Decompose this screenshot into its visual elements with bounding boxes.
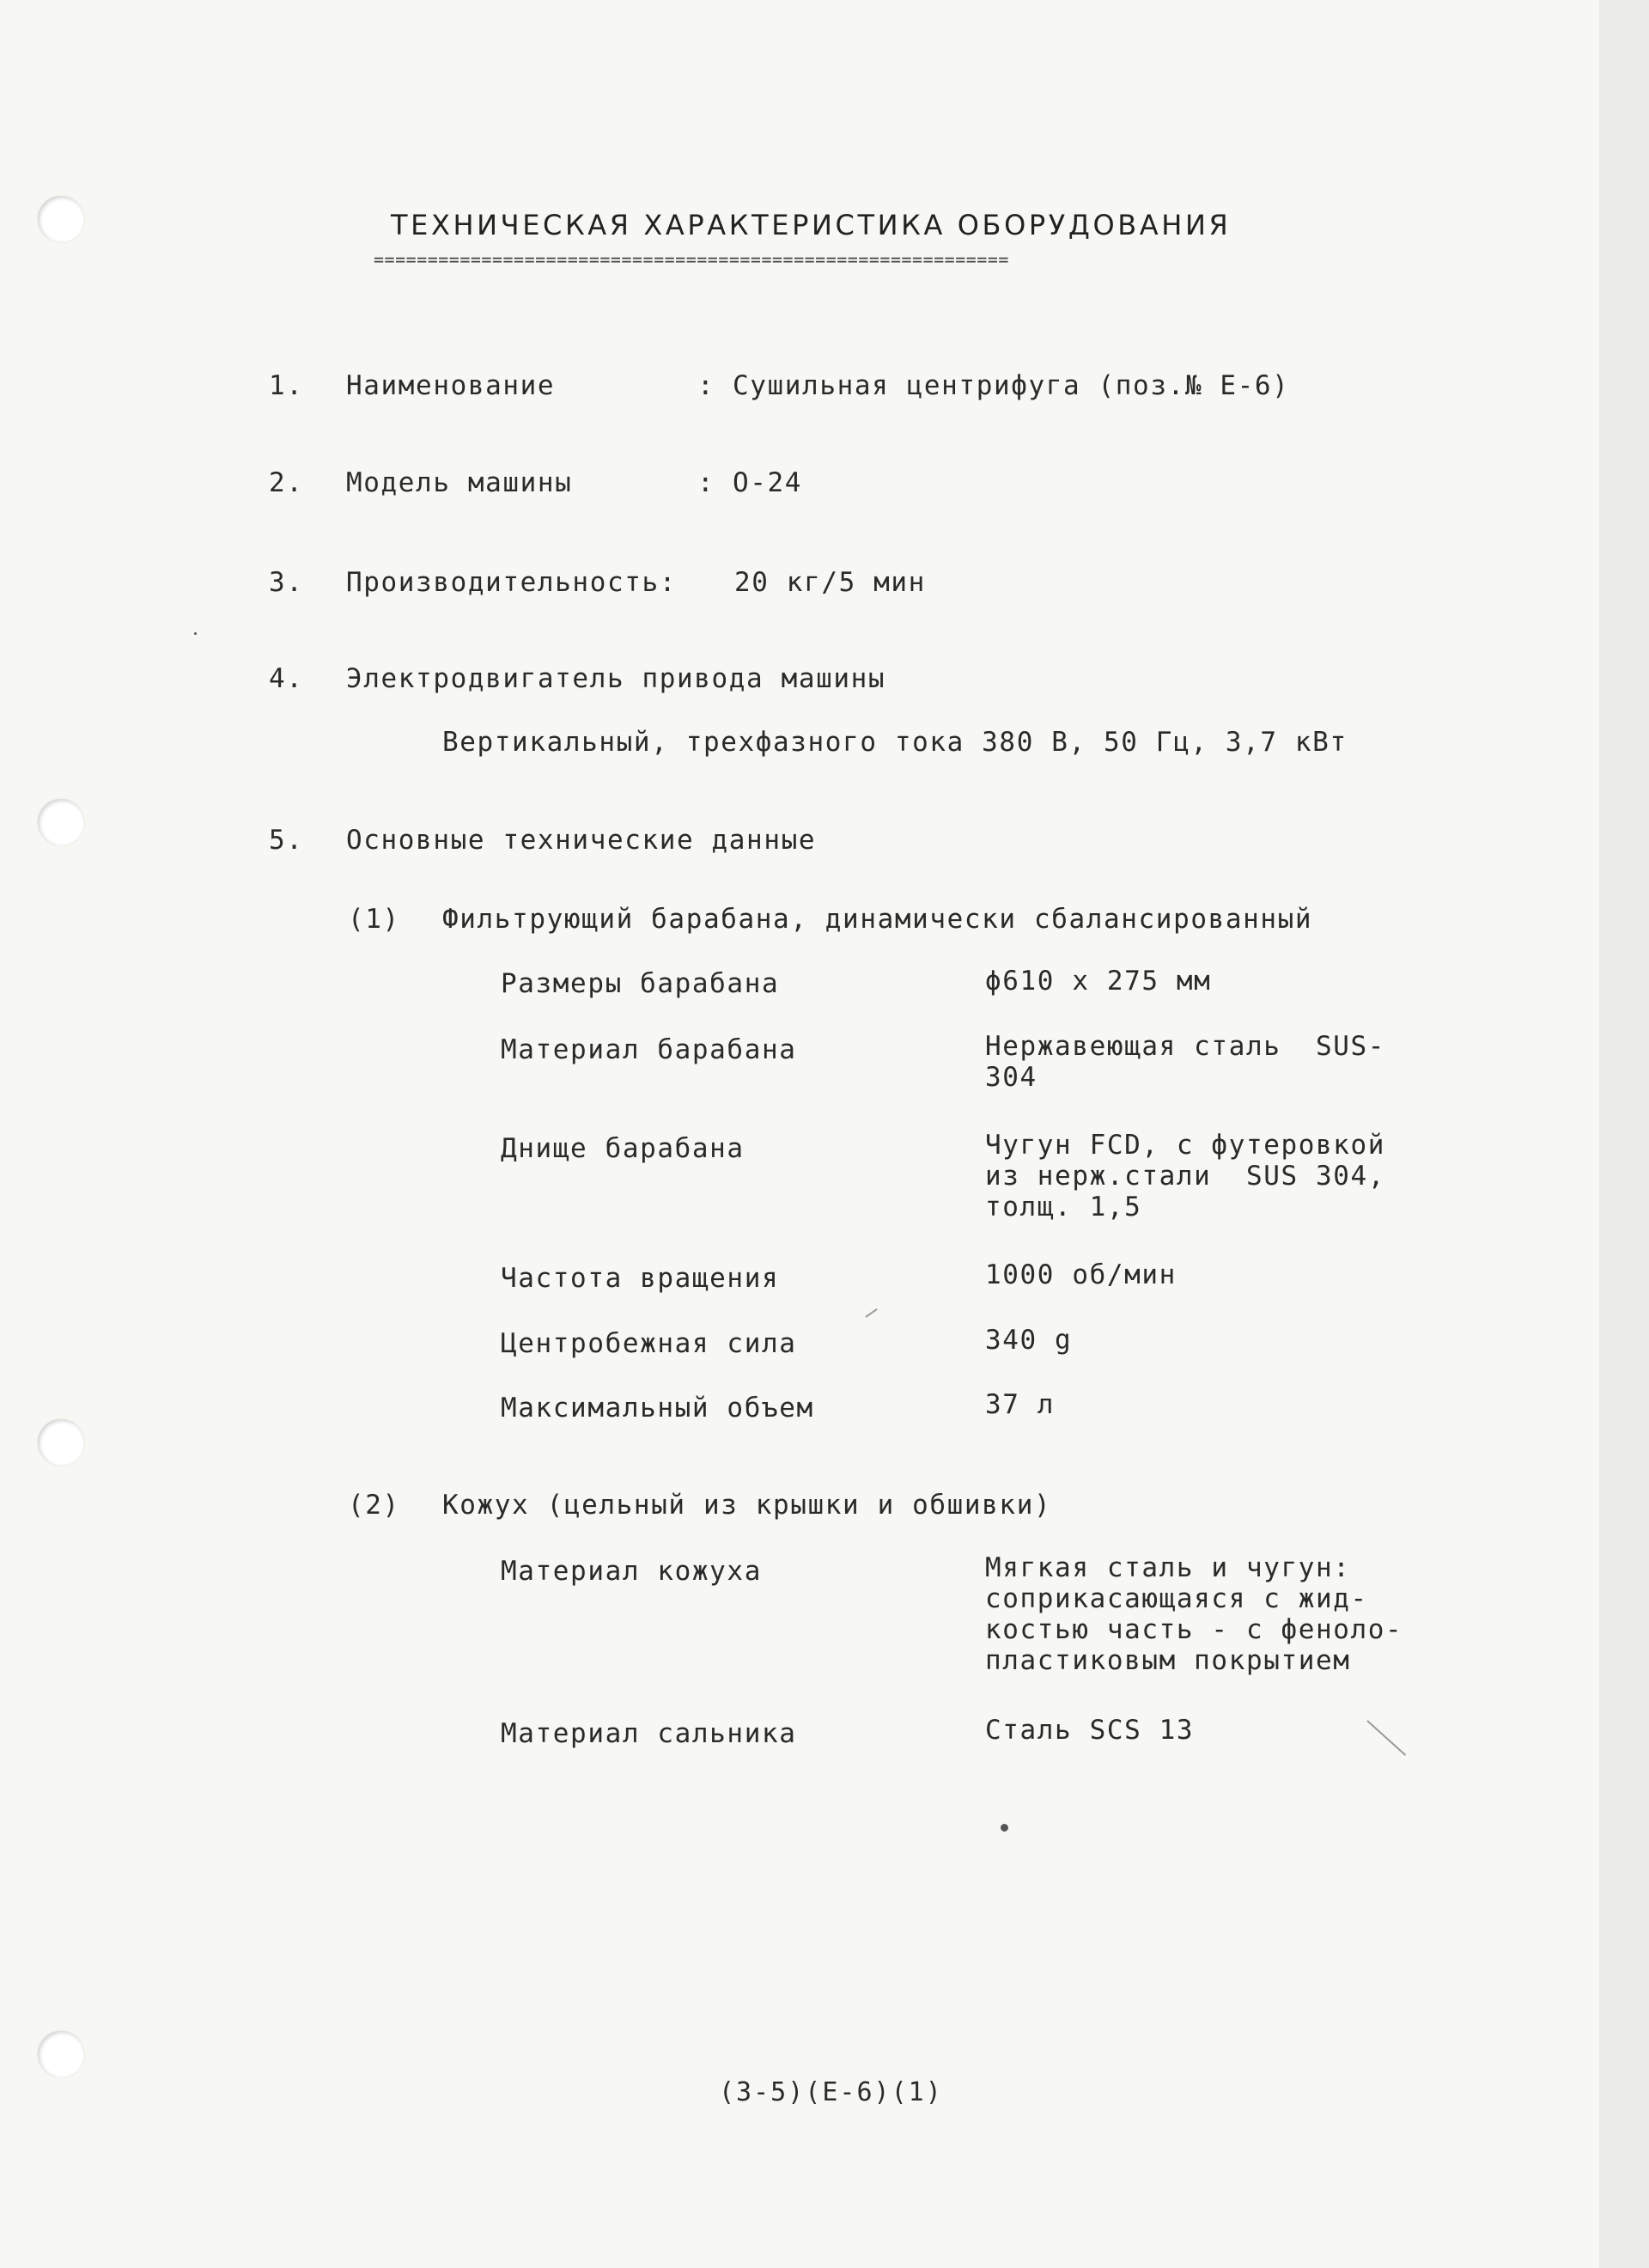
item-label: Производительность:: [346, 567, 678, 598]
spec-value: Чугун FCD, с футеровкой из нерж.стали SUS 304, толщ. 1,5: [985, 1130, 1386, 1222]
item-value: 20 кг/5 мин: [734, 567, 926, 598]
spec-value: Мягкая сталь и чугун: соприкасающаяся с жид- костью часть - с феноло- пластиковым покрытием: [985, 1552, 1403, 1676]
item-detail: Вертикальный, трехфазного тока 380 В, 50 Гц, 3,7 кВт: [442, 727, 1348, 758]
item-separator: :: [697, 370, 715, 401]
item-separator: :: [697, 467, 715, 498]
subsection-title: Кожух (цельный из крышки и обшивки): [442, 1490, 1052, 1521]
spec-label: Материал барабана: [501, 1034, 797, 1065]
item-number: 4.: [269, 663, 304, 694]
document-title: ТЕХНИЧЕСКАЯ ХАРАКТЕРИСТИКА ОБОРУДОВАНИЯ: [391, 209, 1232, 241]
item-number: 1.: [269, 370, 304, 401]
item-label: Модель машины: [346, 467, 573, 498]
spec-value: ϕ610 х 275 мм: [985, 966, 1212, 997]
page-footer-code: (3-5)(Е-6)(1): [719, 2077, 943, 2107]
spec-value: Сталь SCS 13: [985, 1715, 1195, 1746]
spec-label: Частота вращения: [501, 1263, 780, 1294]
item-number: 3.: [269, 567, 304, 598]
item-value: Сушильная центрифуга (поз.№ Е-6): [733, 370, 1290, 401]
ink-speck: [194, 632, 197, 635]
spec-label: Днище барабана: [501, 1133, 745, 1164]
punch-hole: [38, 196, 84, 242]
spec-label: Центробежная сила: [501, 1328, 797, 1359]
item-value: О-24: [733, 467, 803, 498]
item-number: 2.: [269, 467, 304, 498]
spec-label: Материал сальника: [501, 1718, 797, 1749]
item-label: Электродвигатель привода машины: [346, 663, 886, 694]
punch-hole: [38, 1419, 84, 1466]
spec-label: Максимальный объем: [501, 1393, 814, 1424]
spec-label: Материал кожуха: [501, 1556, 762, 1587]
punch-hole: [38, 2031, 84, 2077]
item-number: 5.: [269, 825, 304, 856]
spec-value: Нержавеющая сталь SUS- 304: [985, 1031, 1386, 1093]
spec-value: 37 л: [985, 1389, 1056, 1420]
subsection-title: Фильтрующий барабана, динамически сбалансированный: [442, 904, 1313, 935]
subsection-number: (1): [348, 904, 400, 935]
subsection-number: (2): [348, 1490, 400, 1521]
item-label: Наименование: [346, 370, 556, 401]
spec-label: Размеры барабана: [501, 968, 780, 999]
item-label: Основные технические данные: [346, 825, 817, 856]
ink-speck: [1001, 1824, 1008, 1832]
spec-value: 340 g: [985, 1325, 1073, 1356]
page-edge: [1599, 0, 1649, 2268]
punch-hole: [38, 799, 84, 845]
spec-value: 1000 об/мин: [985, 1259, 1177, 1290]
title-underline: ===========================================================: [374, 249, 1009, 270]
